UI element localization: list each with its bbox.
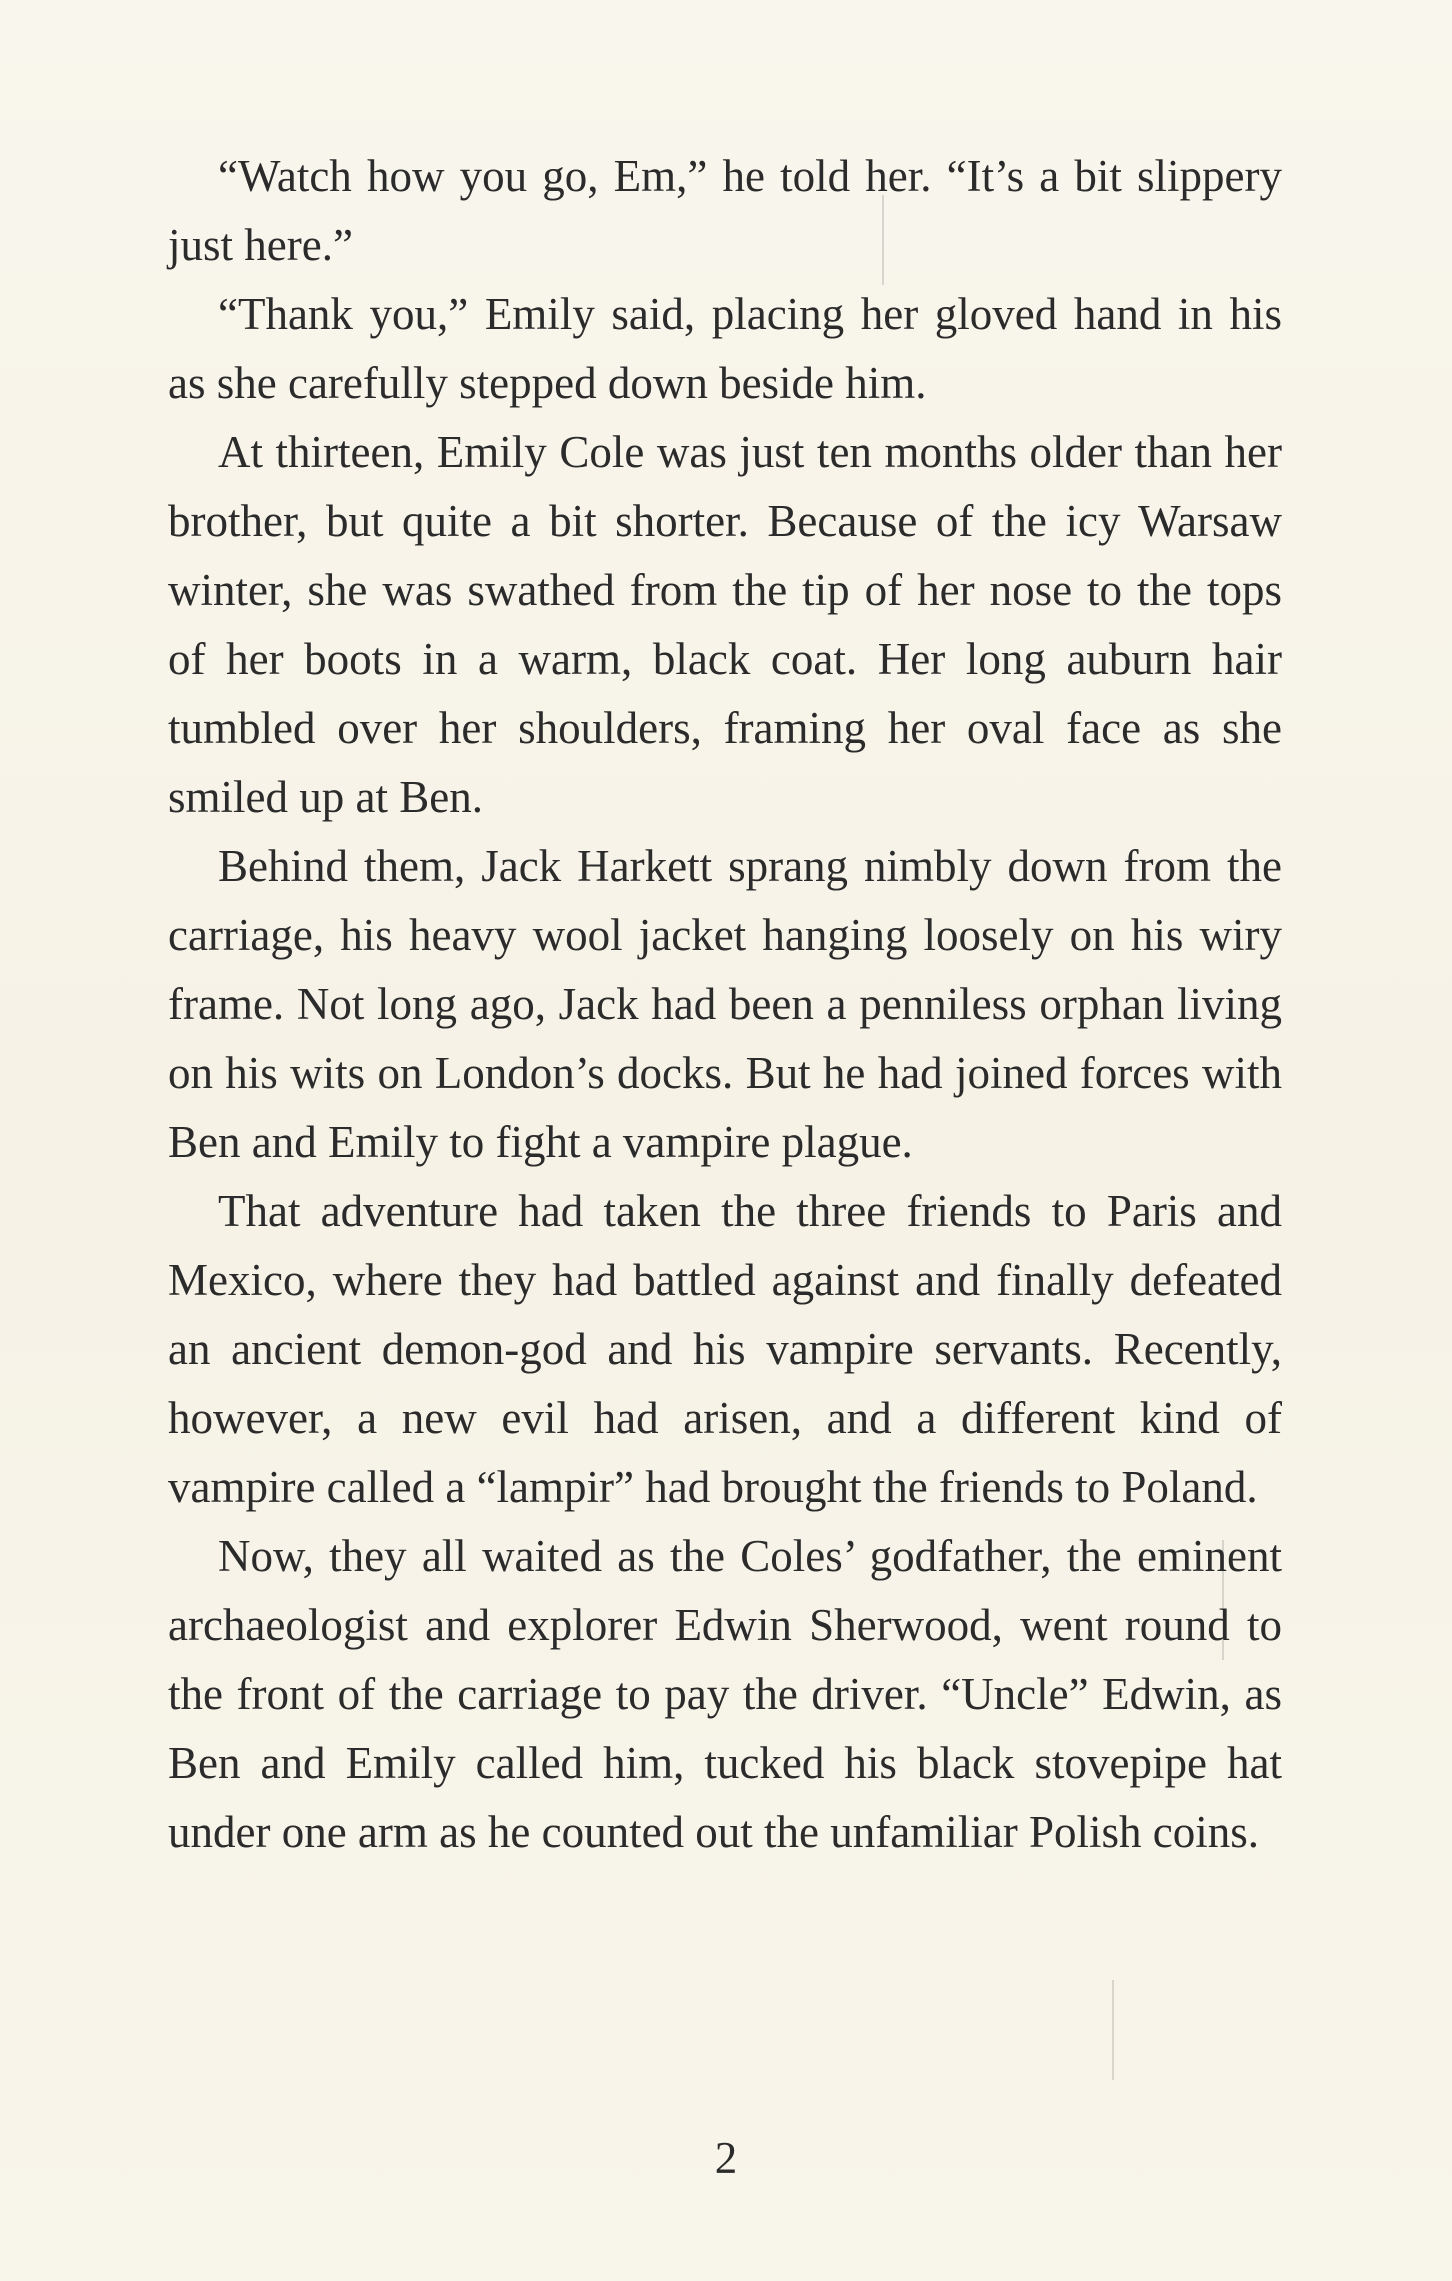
paragraph: Behind them, Jack Harkett sprang nimbly down from the carriage, his heavy wool jacket hanging loosely on his wiry frame. Not long ago, Jack had been a penniless orphan living on his wits on London’s docks. But he had joined forces with Ben and Emily to fight a vampire plague. (168, 841, 1282, 1167)
page-number: 2 (714, 2133, 738, 2183)
paragraph: “Watch how you go, Em,” he told her. “It’s a bit slippery just here.” (168, 151, 1282, 270)
paragraph: At thirteen, Emily Cole was just ten months older than her brother, but quite a bit shorter. Because of the icy Warsaw winter, she was swathed from the tip of her nose to the tops of her boots in a warm, black coat. Her long auburn hair tumbled over her shoulders, framing her oval face as she smiled up at Ben. (168, 427, 1282, 822)
paragraph: That adventure had taken the three friends to Paris and Mexico, where they had battled against and finally defeated an ancient demon-god and his vampire servants. Recently, however, a new evil had arisen, and a different kind of vampire called a “lampir” had brought the friends to Poland. (168, 1186, 1282, 1512)
paragraph: Now, they all waited as the Coles’ godfather, the eminent archaeologist and explorer Edwin Sherwood, went round to the front of the carriage to pay the driver. “Uncle” Edwin, as Ben and Emily called him, tucked his black stovepipe hat under one arm as he counted out the unfamiliar Polish coins. (168, 1531, 1282, 1857)
paragraph: “Thank you,” Emily said, placing her gloved hand in his as she carefully stepped down beside him. (168, 289, 1282, 408)
page-bleed-mark (1112, 1980, 1114, 2080)
body-text (168, 142, 1282, 1867)
